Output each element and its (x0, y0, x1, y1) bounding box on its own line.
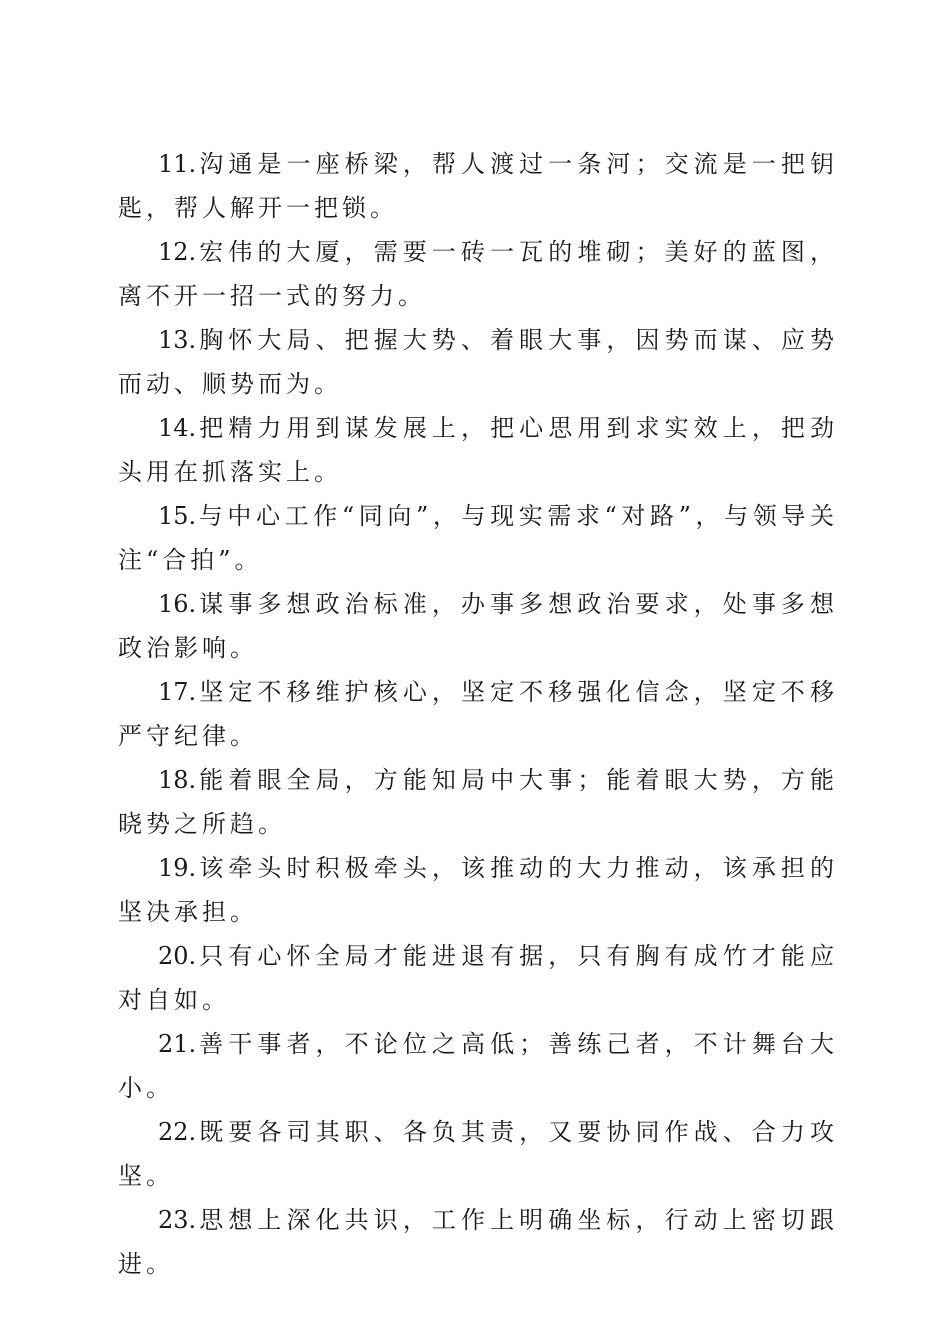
list-item-21 (118, 1022, 838, 1110)
item-text: 思想上深化共识，工作上明确坐标，行动上密切跟进。 (118, 1206, 838, 1278)
list-item-16 (118, 582, 838, 670)
list-item-20 (118, 934, 838, 1022)
item-number: 23. (158, 1206, 197, 1234)
list-item-13 (118, 318, 838, 406)
item-number: 20. (158, 942, 197, 970)
item-number: 19. (158, 854, 197, 882)
list-item-22 (118, 1110, 838, 1198)
item-text: 能着眼全局，方能知局中大事；能着眼大势，方能晓势之所趋。 (118, 766, 838, 838)
item-text: 既要各司其职、各负其责，又要协同作战、合力攻坚。 (118, 1118, 838, 1190)
item-text: 胸怀大局、把握大势、着眼大事，因势而谋、应势而动、顺势而为。 (118, 326, 838, 398)
list-item-12 (118, 230, 838, 318)
item-text: 谋事多想政治标准，办事多想政治要求，处事多想政治影响。 (118, 590, 838, 662)
list-item-17 (118, 670, 838, 758)
item-number: 17. (158, 678, 197, 706)
item-text: 只有心怀全局才能进退有据，只有胸有成竹才能应对自如。 (118, 942, 838, 1014)
item-text: 沟通是一座桥梁，帮人渡过一条河；交流是一把钥匙，帮人解开一把锁。 (118, 150, 838, 222)
item-number: 15. (158, 502, 197, 530)
item-text: 把精力用到谋发展上，把心思用到求实效上，把劲头用在抓落实上。 (118, 414, 838, 486)
document-body (118, 142, 838, 1286)
item-number: 11. (158, 150, 197, 178)
list-item-14 (118, 406, 838, 494)
item-number: 22. (158, 1118, 197, 1146)
item-number: 13. (158, 326, 197, 354)
list-item-18 (118, 758, 838, 846)
list-item-19 (118, 846, 838, 934)
item-text: 该牵头时积极牵头，该推动的大力推动，该承担的坚决承担。 (118, 854, 838, 926)
item-number: 14. (158, 414, 197, 442)
list-item-11 (118, 142, 838, 230)
list-item-23 (118, 1198, 838, 1286)
item-number: 18. (158, 766, 197, 794)
item-text: 坚定不移维护核心，坚定不移强化信念，坚定不移严守纪律。 (118, 678, 838, 750)
item-number: 16. (158, 590, 197, 618)
item-text: 与中心工作“同向”，与现实需求“对路”，与领导关注“合拍”。 (118, 502, 838, 574)
list-item-15 (118, 494, 838, 582)
item-text: 宏伟的大厦，需要一砖一瓦的堆砌；美好的蓝图，离不开一招一式的努力。 (118, 238, 838, 310)
item-number: 12. (158, 238, 197, 266)
item-text: 善干事者，不论位之高低；善练己者，不计舞台大小。 (118, 1030, 838, 1102)
item-number: 21. (158, 1030, 197, 1058)
